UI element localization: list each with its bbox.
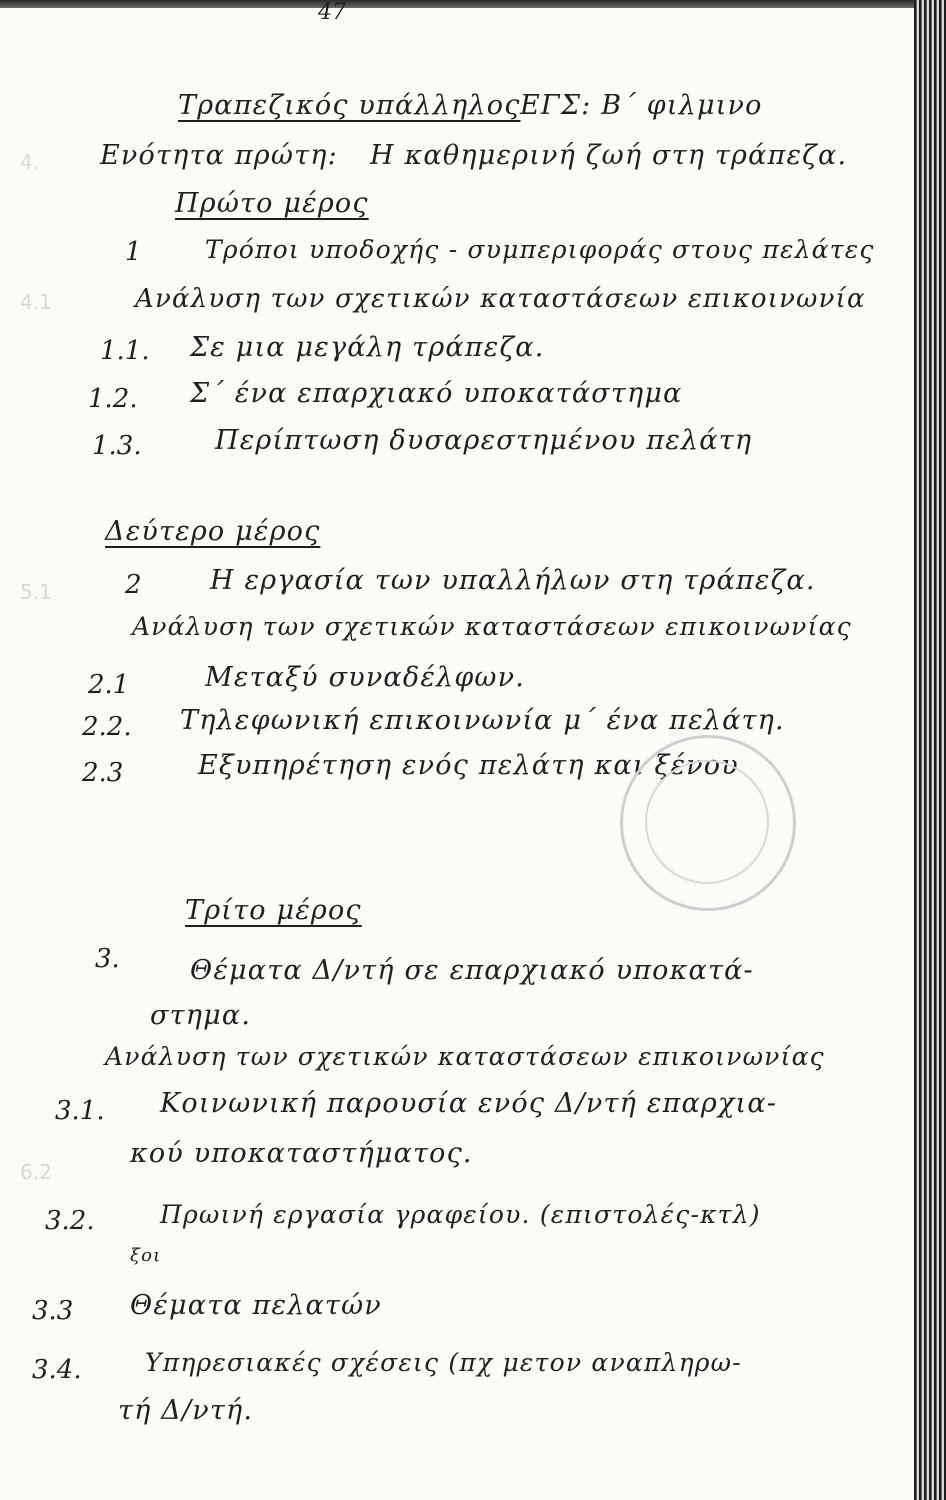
subitem-text: Σε μια μεγάλη τράπεζα. xyxy=(190,332,545,363)
unit-label: Ενότητα πρώτη: xyxy=(100,140,338,171)
subitem-number: 2.2. xyxy=(82,712,132,742)
subitem-text: Κοινωνική παρουσία ενός Δ/ντή επαρχια- xyxy=(160,1088,778,1119)
subitem-text-continued: τή Δ/ντή. xyxy=(118,1395,254,1426)
part3-heading: Τρίτο μέρος xyxy=(185,895,362,926)
subitem-number: 1.2. xyxy=(88,384,138,414)
subitem-text: Σ΄ ένα επαρχιακό υποκατάστημα xyxy=(190,378,683,409)
subitem-number: 3.4. xyxy=(32,1355,82,1385)
subitem-text: Εξυπηρέτηση ενός πελάτη και ξένου xyxy=(198,750,739,781)
subitem-text: Θέματα πελατών xyxy=(130,1290,382,1321)
scan-top-edge xyxy=(0,0,946,8)
part2-heading: Δεύτερο μέρος xyxy=(105,516,321,547)
analysis-line: Ανάλυση των σχετικών καταστάσεων επικοινωνίας xyxy=(105,1042,825,1071)
item-text: Θέματα Δ/ντή σε επαρχιακό υποκατά- xyxy=(190,955,754,986)
subitem-number: 1.1. xyxy=(100,336,150,366)
subitem-text: Μεταξύ συναδέλφων. xyxy=(205,662,526,693)
subitem-text-continued: ξοι xyxy=(130,1245,162,1266)
subitem-text: Περίπτωση δυσαρεστημένου πελάτη xyxy=(215,425,753,456)
bleed-through-mark: 6.2 xyxy=(20,1160,52,1184)
analysis-line: Ανάλυση των σχετικών καταστάσεων επικοινωνίας xyxy=(132,612,852,641)
stamp-inner-ring xyxy=(645,760,769,884)
part1-heading: Πρώτο μέρος xyxy=(175,188,369,219)
subitem-number: 3.1. xyxy=(55,1096,105,1126)
subitem-number: 3.2. xyxy=(45,1206,95,1236)
bleed-through-mark: 4. xyxy=(20,150,40,174)
subitem-text: Τηλεφωνική επικοινωνία μ΄ ένα πελάτη. xyxy=(180,705,785,736)
page-number: 47 xyxy=(318,0,346,25)
item-number: 1 xyxy=(125,237,142,267)
subitem-text: Υπηρεσιακές σχέσεις (πχ μετον αναπληρω- xyxy=(145,1348,742,1377)
item-text: Η εργασία των υπαλλήλων στη τράπεζα. xyxy=(210,565,816,596)
item-text: Τρόποι υποδοχής - συμπεριφοράς στους πελάτες xyxy=(205,235,875,264)
subitem-number: 2.1 xyxy=(88,670,130,700)
bleed-through-mark: 5.1 xyxy=(20,580,52,604)
subitem-text: Πρωινή εργασία γραφείου. (επιστολές-κτλ) xyxy=(160,1200,761,1229)
analysis-line: Ανάλυση των σχετικών καταστάσεων επικοινωνία xyxy=(135,284,866,314)
subitem-number: 3.3 xyxy=(32,1296,74,1326)
subitem-text-continued: κού υποκαταστήματος. xyxy=(130,1138,473,1169)
item-number: 2 xyxy=(125,570,142,600)
unit-title: Η καθημερινή ζωή στη τράπεζα. xyxy=(370,140,848,171)
author-note: ΕΓΣ: Β΄ φιλμινο xyxy=(520,90,763,121)
official-stamp xyxy=(620,735,796,911)
subitem-number: 1.3. xyxy=(92,431,142,461)
document-title: Τραπεζικός υπάλληλος xyxy=(178,90,521,121)
item-number: 3. xyxy=(95,944,120,974)
item-text-continued: στημα. xyxy=(150,1000,252,1031)
bleed-through-mark: 4.1 xyxy=(20,290,52,314)
book-page-edges xyxy=(914,0,946,1500)
subitem-number: 2.3 xyxy=(82,758,124,788)
